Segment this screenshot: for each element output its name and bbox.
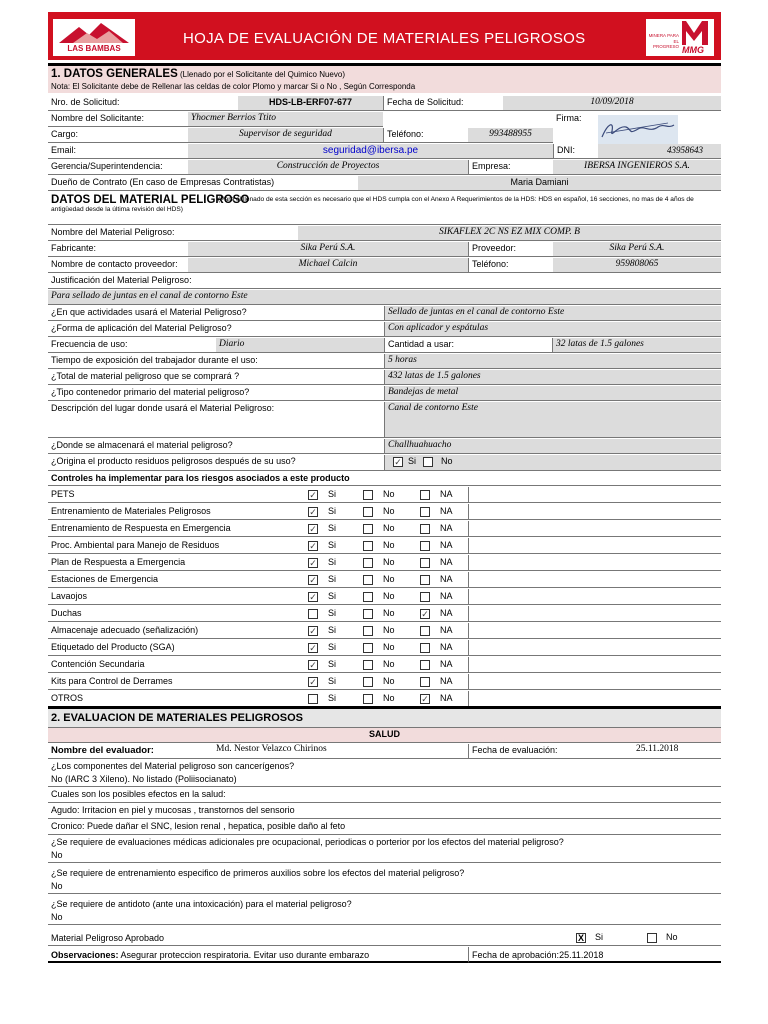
- contract-owner-field[interactable]: Maria Damiani: [358, 176, 721, 191]
- general-section-note: (Llenado por el Solicitante del Quimico Nuevo): [180, 70, 345, 79]
- control-na-checkbox[interactable]: [420, 575, 430, 585]
- approved-no-label: No: [666, 932, 678, 942]
- approved-yes-label: Si: [595, 932, 604, 942]
- control-label: Almacenaje adecuado (señalización): [51, 625, 199, 635]
- control-na-checkbox[interactable]: ✓: [421, 609, 429, 619]
- antidote-question: ¿Se requiere de antidoto (ante una intoxicación) para el material peligroso?: [51, 899, 352, 909]
- general-section-title: 1. DATOS GENERALES: [51, 68, 178, 80]
- control-no-label: No: [383, 591, 395, 601]
- control-no-label: No: [383, 540, 395, 550]
- control-no-label: No: [383, 506, 395, 516]
- control-column-divider: [468, 487, 469, 503]
- control-na-label: NA: [440, 523, 453, 533]
- control-si-label: Si: [328, 608, 337, 618]
- control-no-label: No: [383, 659, 395, 669]
- general-instructions: Nota: El Solicitante debe de Rellenar las celdas de color Plomo y marcar Si o No , Según Corresponda: [51, 82, 416, 91]
- control-no-label: No: [383, 693, 395, 703]
- control-row: [48, 572, 721, 588]
- control-no-checkbox[interactable]: [363, 592, 373, 602]
- control-label: PETS: [51, 489, 75, 499]
- carcinogen-answer[interactable]: No (IARC 3 Xileno). No listado (Poliisocianato): [48, 773, 721, 787]
- control-na-checkbox[interactable]: [420, 541, 430, 551]
- control-row: [48, 504, 721, 520]
- control-column-divider: [468, 623, 469, 639]
- control-no-label: No: [383, 557, 395, 567]
- control-si-label: Si: [328, 642, 337, 652]
- control-label: Etiquetado del Producto (SGA): [51, 642, 175, 652]
- control-column-divider: [468, 640, 469, 656]
- control-no-checkbox[interactable]: [363, 609, 373, 619]
- material-section-title: DATOS DEL MATERIAL PELIGROSO: [51, 194, 250, 206]
- management-label: Gerencia/Superintendencia:: [48, 160, 188, 175]
- approved-label: Material Peligroso Aprobado: [48, 930, 721, 946]
- first-aid-answer[interactable]: No: [48, 880, 721, 894]
- request-date-field[interactable]: 10/09/2018: [503, 96, 721, 111]
- control-si-label: Si: [328, 574, 337, 584]
- control-row: [48, 657, 721, 673]
- control-label: Estaciones de Emergencia: [51, 574, 159, 584]
- control-na-label: NA: [440, 540, 453, 550]
- control-na-label: NA: [440, 557, 453, 567]
- control-label: Entrenamiento de Respuesta en Emergencia: [51, 523, 231, 533]
- health-effects-question: Cuales son los posibles efectos en la salud:: [48, 788, 721, 803]
- material-section-note: (Para el llenado de esta sección es necesario que el HDS cumpla con el Anexo A Requerimientos de la HDS: HDS en español, 16 secciones, no mas de 4 años de antigüedad desde la última revisión del HDS): [51, 196, 694, 213]
- frequency-label: Frecuencia de uso:: [48, 338, 216, 353]
- control-no-label: No: [383, 574, 395, 584]
- control-si-label: Si: [328, 659, 337, 669]
- control-na-checkbox[interactable]: [420, 677, 430, 687]
- general-section-header: [48, 63, 721, 93]
- control-na-label: NA: [440, 693, 453, 703]
- control-column-divider: [468, 674, 469, 690]
- control-si-checkbox[interactable]: ✓: [309, 507, 317, 517]
- container-question: ¿Tipo contenedor primario del material peligroso?: [48, 386, 384, 401]
- waste-yes-label: Si: [408, 456, 417, 466]
- application-question: ¿Forma de aplicación del Material Peligroso?: [48, 322, 384, 337]
- control-label: OTROS: [51, 693, 84, 703]
- control-na-label: NA: [440, 506, 453, 516]
- control-no-checkbox[interactable]: [363, 524, 373, 534]
- control-no-checkbox[interactable]: [363, 575, 373, 585]
- control-si-label: Si: [328, 591, 337, 601]
- control-na-label: NA: [440, 659, 453, 669]
- quantity-field[interactable]: 32 latas de 1.5 galones: [552, 338, 721, 353]
- control-row: [48, 487, 721, 503]
- mmg-logo-mark: MMG: [682, 45, 704, 55]
- company-field[interactable]: IBERSA INGENIEROS S.A.: [553, 160, 721, 175]
- eval-date-field[interactable]: 25.11.2018: [636, 744, 721, 759]
- applicant-label: Nombre del Solicitante:: [48, 112, 188, 127]
- acute-effects-answer[interactable]: Agudo: Irritacion en piel y mucosas , transtornos del sensorio: [48, 804, 721, 819]
- control-row: [48, 691, 721, 707]
- carcinogen-question: ¿Los componentes del Material peligroso son cancerígenos?: [51, 761, 295, 771]
- controls-title: Controles ha implementar para los riesgos asociados a este producto: [48, 472, 721, 486]
- control-label: Kits para Control de Derrames: [51, 676, 173, 686]
- material-section-header: [48, 192, 721, 225]
- exposure-field[interactable]: 5 horas: [384, 354, 721, 369]
- control-row: [48, 640, 721, 656]
- control-column-divider: [468, 606, 469, 622]
- control-no-checkbox[interactable]: [363, 660, 373, 670]
- contact-phone-label: Teléfono:: [468, 258, 553, 273]
- control-na-checkbox[interactable]: [420, 507, 430, 517]
- control-row: [48, 555, 721, 571]
- control-si-label: Si: [328, 625, 337, 635]
- control-si-checkbox[interactable]: ✓: [309, 626, 317, 636]
- evaluation-section-title: 2. EVALUACION DE MATERIALES PELIGROSOS: [48, 706, 721, 728]
- approval-date-label: Fecha de aprobación:: [472, 950, 560, 960]
- observations-label: Observaciones:: [51, 950, 119, 960]
- control-label: Lavaojos: [51, 591, 88, 601]
- control-column-divider: [468, 538, 469, 554]
- control-row: [48, 606, 721, 622]
- supplier-label: Proveedor:: [468, 242, 553, 257]
- email-link[interactable]: seguridad@ibersa.pe: [322, 145, 419, 156]
- eval-date-label: Fecha de evaluación:: [468, 744, 636, 759]
- control-na-label: NA: [440, 608, 453, 618]
- control-na-label: NA: [440, 625, 453, 635]
- manufacturer-label: Fabricante:: [48, 242, 188, 257]
- waste-question: ¿Origina el producto residuos peligrosos después de su uso?: [48, 455, 384, 471]
- control-no-checkbox[interactable]: [363, 541, 373, 551]
- mmg-logo: [646, 19, 714, 56]
- control-na-checkbox[interactable]: [420, 490, 430, 500]
- management-field[interactable]: Construcción de Proyectos: [188, 160, 468, 175]
- antidote-answer[interactable]: No: [48, 911, 721, 925]
- control-si-label: Si: [328, 489, 337, 499]
- supplier-field[interactable]: Sika Perú S.A.: [553, 242, 721, 257]
- control-si-label: Si: [328, 523, 337, 533]
- container-field[interactable]: Bandejas de metal: [384, 386, 721, 401]
- control-column-divider: [468, 572, 469, 588]
- las-bambas-logo-text: LAS BAMBAS: [67, 44, 121, 53]
- dni-field[interactable]: 43958643: [598, 144, 721, 159]
- control-no-label: No: [383, 625, 395, 635]
- control-label: Plan de Respuesta a Emergencia: [51, 557, 186, 567]
- material-name-label: Nombre del Material Peligroso:: [48, 226, 298, 241]
- control-si-checkbox[interactable]: ✓: [309, 490, 317, 500]
- control-no-checkbox[interactable]: [363, 490, 373, 500]
- control-row: [48, 589, 721, 605]
- storage-question: ¿Donde se almacenará el material peligroso?: [48, 439, 384, 454]
- justification-label: Justificación del Material Peligroso:: [48, 274, 721, 289]
- place-field[interactable]: Canal de contorno Este: [384, 402, 721, 438]
- material-name-field[interactable]: SIKAFLEX 2C NS EZ MIX COMP. B: [298, 226, 721, 241]
- place-question: Descripción del lugar donde usará el Material Peligroso:: [48, 402, 384, 438]
- control-si-checkbox[interactable]: [308, 694, 318, 704]
- applicant-field[interactable]: Yhocmer Berrios Ttito: [188, 112, 383, 127]
- control-column-divider: [468, 521, 469, 537]
- form-title: HOJA DE EVALUACIÓN DE MATERIALES PELIGROSOS: [183, 30, 586, 47]
- control-label: Entrenamiento de Materiales Peligrosos: [51, 506, 211, 516]
- first-aid-question: ¿Se requiere de entrenamiento especifico de primeros auxilios sobre los efectos del material peligroso?: [51, 868, 465, 878]
- approval-date-row: [468, 947, 721, 963]
- control-no-label: No: [383, 523, 395, 533]
- control-si-checkbox[interactable]: ✓: [309, 524, 317, 534]
- signature-image: [598, 115, 678, 145]
- evaluator-field[interactable]: Md. Nestor Velazco Chirinos: [213, 744, 468, 759]
- control-na-label: NA: [440, 489, 453, 499]
- control-no-label: No: [383, 608, 395, 618]
- control-si-label: Si: [328, 540, 337, 550]
- waste-yes-checkbox[interactable]: ✓: [394, 457, 402, 467]
- total-question: ¿Total de material peligroso que se comprará ?: [48, 370, 384, 385]
- justification-field[interactable]: Para sellado de juntas en el canal de contorno Este: [48, 290, 721, 305]
- application-field[interactable]: Con aplicador y espátulas: [384, 322, 721, 337]
- control-si-checkbox[interactable]: ✓: [309, 677, 317, 687]
- control-column-divider: [468, 555, 469, 571]
- control-si-checkbox[interactable]: ✓: [309, 592, 317, 602]
- email-label: Email:: [48, 144, 188, 159]
- control-si-checkbox[interactable]: ✓: [309, 558, 317, 568]
- control-na-label: NA: [440, 676, 453, 686]
- request-date-label: Fecha de Solicitud:: [383, 96, 503, 111]
- phone-field[interactable]: 993488955: [468, 128, 553, 143]
- health-subheader: SALUD: [48, 728, 721, 743]
- mmg-logo-tagline: MINERA PARA EL PROGRESO: [648, 33, 679, 49]
- activities-field[interactable]: Sellado de juntas en el canal de contorno Este: [384, 306, 721, 321]
- email-cell: [188, 144, 553, 159]
- frequency-field[interactable]: Diario: [216, 338, 384, 353]
- control-no-label: No: [383, 676, 395, 686]
- approved-no-checkbox[interactable]: [647, 933, 657, 943]
- control-na-checkbox[interactable]: [420, 592, 430, 602]
- contact-phone-field[interactable]: 959808065: [553, 258, 721, 273]
- control-label: Duchas: [51, 608, 82, 618]
- control-no-label: No: [383, 642, 395, 652]
- control-si-checkbox[interactable]: ✓: [309, 541, 317, 551]
- control-na-label: NA: [440, 591, 453, 601]
- control-si-label: Si: [328, 557, 337, 567]
- medical-eval-answer[interactable]: No: [48, 849, 721, 863]
- control-na-label: NA: [440, 642, 453, 652]
- control-row: [48, 521, 721, 537]
- control-si-checkbox[interactable]: ✓: [309, 575, 317, 585]
- control-si-checkbox[interactable]: [308, 609, 318, 619]
- control-si-checkbox[interactable]: ✓: [309, 643, 317, 653]
- position-label: Cargo:: [48, 128, 188, 143]
- total-field[interactable]: 432 latas de 1.5 galones: [384, 370, 721, 385]
- observations-row: [48, 947, 468, 963]
- control-no-checkbox[interactable]: [363, 558, 373, 568]
- contract-owner-label: Dueño de Contrato (En caso de Empresas Contratistas): [48, 176, 358, 191]
- control-label: Proc. Ambiental para Manejo de Residuos: [51, 540, 220, 550]
- manufacturer-field[interactable]: Sika Perú S.A.: [188, 242, 468, 257]
- control-na-checkbox[interactable]: [420, 643, 430, 653]
- storage-field[interactable]: Challhuahuacho: [384, 439, 721, 454]
- phone-label: Teléfono:: [383, 128, 468, 143]
- control-no-checkbox[interactable]: [363, 677, 373, 687]
- las-bambas-logo: [53, 19, 135, 56]
- control-na-checkbox[interactable]: [420, 524, 430, 534]
- medical-eval-question: ¿Se requiere de evaluaciones médicas adicionales pre ocupacional, periodicas o porterior por los efectos del material peligroso?: [51, 837, 564, 847]
- waste-answer-cell: [384, 455, 721, 471]
- quantity-label: Cantidad a usar:: [384, 338, 552, 353]
- control-si-label: Si: [328, 506, 337, 516]
- control-column-divider: [468, 657, 469, 673]
- control-na-checkbox[interactable]: [420, 660, 430, 670]
- control-si-label: Si: [328, 693, 337, 703]
- control-column-divider: [468, 691, 469, 707]
- control-no-checkbox[interactable]: [363, 507, 373, 517]
- control-no-checkbox[interactable]: [363, 643, 373, 653]
- control-na-checkbox[interactable]: [420, 626, 430, 636]
- activities-question: ¿En que actividades usará el Material Peligroso?: [48, 306, 384, 321]
- control-column-divider: [468, 504, 469, 520]
- approval-date-field[interactable]: 25.11.2018: [559, 950, 604, 960]
- exposure-question: Tiempo de exposición del trabajador durante el uso:: [48, 354, 384, 369]
- chronic-effects-answer[interactable]: Cronico: Puede dañar el SNC, lesion renal , hepatica, posible daño al feto: [48, 820, 721, 835]
- control-na-checkbox[interactable]: [420, 558, 430, 568]
- contact-label: Nombre de contacto proveedor:: [48, 258, 188, 273]
- control-row: [48, 623, 721, 639]
- control-label: Contención Secundaria: [51, 659, 145, 669]
- control-na-checkbox[interactable]: ✓: [421, 694, 429, 704]
- request-no-label: Nro. de Solicitud:: [48, 96, 238, 111]
- company-label: Empresa:: [468, 160, 553, 175]
- control-row: [48, 538, 721, 554]
- control-no-checkbox[interactable]: [363, 626, 373, 636]
- control-na-label: NA: [440, 574, 453, 584]
- control-no-checkbox[interactable]: [363, 694, 373, 704]
- contact-field[interactable]: Michael Calcin: [188, 258, 468, 273]
- observations-field[interactable]: Asegurar proteccion respiratoria. Evitar uso durante embarazo: [120, 950, 370, 960]
- approved-yes-checkbox[interactable]: X: [577, 933, 584, 943]
- request-no-field[interactable]: HDS-LB-ERF07-677: [238, 96, 383, 111]
- control-no-label: No: [383, 489, 395, 499]
- form-header: [48, 12, 721, 60]
- waste-no-label: No: [441, 456, 453, 466]
- dni-label: DNI:: [553, 144, 598, 159]
- mountain-icon: [53, 19, 135, 47]
- waste-no-checkbox[interactable]: [423, 457, 433, 467]
- control-si-checkbox[interactable]: ✓: [309, 660, 317, 670]
- position-field[interactable]: Supervisor de seguridad: [188, 128, 383, 143]
- signature-label: Firma:: [556, 113, 582, 123]
- control-column-divider: [468, 589, 469, 605]
- control-si-label: Si: [328, 676, 337, 686]
- evaluator-label: Nombre del evaluador:: [48, 744, 213, 759]
- control-row: [48, 674, 721, 690]
